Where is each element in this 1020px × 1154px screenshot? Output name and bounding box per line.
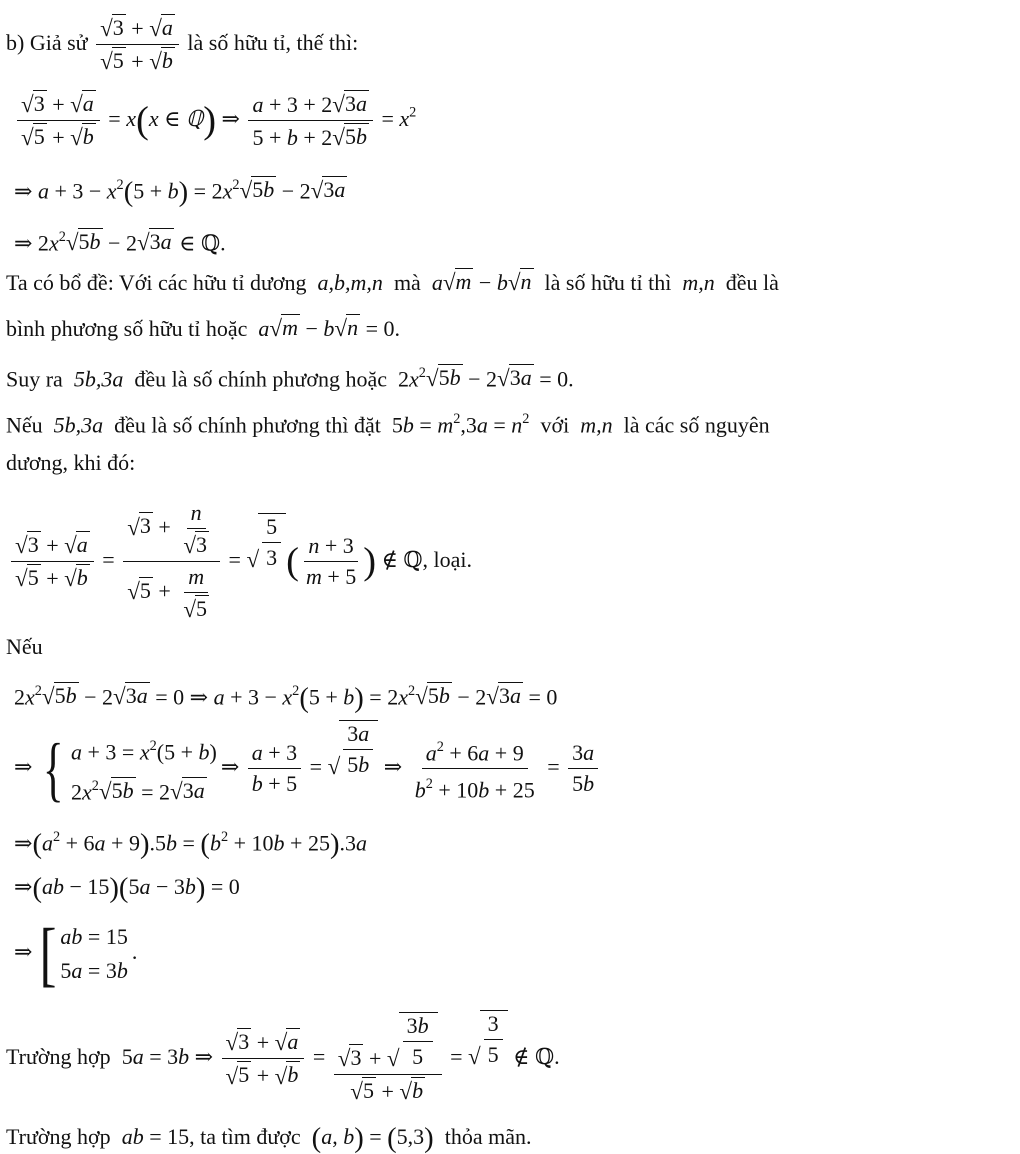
case2-text: Nếu bbox=[6, 634, 43, 659]
case1-vars: 5b,3a bbox=[53, 412, 104, 438]
eq-line-3: ⇒ $a + 3 - x^2(5 + b) = 2x^2$ √ 5b − 2 √ 3a bbox=[14, 177, 346, 209]
case-ab15-line: Trường hợp ab = 15, ta tìm được (a, b) = (5,3) thỏa mãn. bbox=[6, 1122, 532, 1154]
case1-text: Nếu bbox=[6, 412, 43, 438]
line-intro bbox=[6, 14, 358, 75]
intro-suffix: là số hữu tỉ, thế thì: bbox=[187, 29, 359, 55]
case1-line-2 bbox=[6, 448, 135, 478]
lemma-vars: a,b,m,n bbox=[317, 270, 383, 296]
case1-line2-text: dương, khi đó: bbox=[6, 450, 136, 475]
eq-line-2: √ 3 + √ a √ 5 + √ b = x(x ∈ ℚ) ⇒ a + 3 + 2 √ 3a 5 + b + 2 √ 5b = $x^2$ bbox=[14, 90, 416, 151]
eq-line-10: √ 3 + √ a √ 5 + √ b = √ 3 + n √ 3 √ 5 + m √ 5 = √ $\frac{5}{3}$ ( $\frac{n + 3}{m + 5}$ ) ∉ ℚ, loại. bbox=[8, 500, 472, 623]
lemma-line-1: Ta có bổ đề: Với các hữu tỉ dương a,b,m,n mà a √ m − b √ n là số hữu tỉ thì m,n đều là bbox=[6, 269, 779, 296]
lemma-tail: đều là bbox=[725, 270, 779, 296]
intro-prefix: b) Giả sử bbox=[6, 29, 88, 55]
lemma-end: là số hữu tỉ thì bbox=[544, 270, 672, 296]
case1-tail: là các số nguyên bbox=[623, 412, 770, 438]
eq-line-15: ⇒(ab − 15)(5a − 3b) = 0 bbox=[14, 872, 240, 904]
lemma-text: Ta có bổ đề: Với các hữu tỉ dương bbox=[6, 270, 307, 296]
rational-note: x ∈ ℚ bbox=[148, 105, 204, 131]
case-ab15-tail: thỏa mãn. bbox=[444, 1124, 532, 1149]
case1-line: Nếu 5b,3a đều là số chính phương thì đặt $5b = m^2,3a = n^2$ với m,n là các số nguyên bbox=[6, 411, 770, 438]
eq-line-16: ⇒ [ ab = 15 5a = 3b . bbox=[14, 914, 138, 994]
lemma-mn: m,n bbox=[682, 270, 715, 296]
lemma-line-2: bình phương số hữu tỉ hoặc a √ m − b √ n = 0. bbox=[6, 315, 401, 342]
case1-mn: m,n bbox=[580, 412, 613, 438]
case-ab15-mid: , ta tìm được bbox=[189, 1124, 301, 1149]
case2-label bbox=[6, 632, 43, 662]
eq-line-4: ⇒ $2x^2$ √ 5b − 2 √ 3a ∈ ℚ. bbox=[14, 229, 226, 256]
conclusion-vars: 5b,3a bbox=[73, 366, 124, 392]
eq-line-14: $\Rightarrow(a^2 + 6a + 9).5b = (b^2 + 10b + 25).3a$ bbox=[14, 829, 367, 861]
case1-mid: đều là số chính phương thì đặt bbox=[114, 412, 381, 438]
eq-line-13: ⇒ { $a + 3 = x^2(5 + b)$ $2x^2$ √ 5b = 2 √ 3a ⇒ $\frac{a + 3}{b + 5}$ = √ $\frac{3a}{5b}$ ⇒ $\frac{a^2 + 6a + 9}{b^2 + 10b + 25}$ = $\frac{3a}{5b}$ bbox=[14, 720, 601, 809]
fraction-sqrt3a-over-sqrt5b: √ 3 + √ a √ 5 + √ b bbox=[96, 14, 179, 75]
lemma-line2-text: bình phương số hữu tỉ hoặc bbox=[6, 316, 248, 342]
case-ab15-text: Trường hợp bbox=[6, 1124, 111, 1149]
case1-with: với bbox=[540, 412, 570, 438]
conclusion-line: Suy ra 5b,3a đều là số chính phương hoặc $2x^2$ √ 5b − 2 √ 3a = 0. bbox=[6, 365, 574, 392]
conclusion-text: Suy ra bbox=[6, 366, 63, 392]
case-5a3b-line: Trường hợp 5a = 3b ⇒ √ 3 + √ a √ 5 + √ b = √ 3 + √ $\frac{3b}{5}$ √ 5 + √ b = √ $\frac{3}{5}$ ∉ ℚ. bbox=[6, 1011, 560, 1105]
lemma-mid: mà bbox=[393, 270, 421, 296]
conclusion-mid: đều là số chính phương hoặc bbox=[134, 366, 387, 392]
reject-text: , loại. bbox=[422, 546, 473, 572]
case-5a3b-text: Trường hợp bbox=[6, 1043, 111, 1069]
eq-line-12: $2x^2$ √ 5b − 2 √ 3a = 0 ⇒ $a + 3 - x^2(5 + b) = 2x^2$ √ 5b − 2 √ 3a = 0 bbox=[14, 683, 558, 715]
